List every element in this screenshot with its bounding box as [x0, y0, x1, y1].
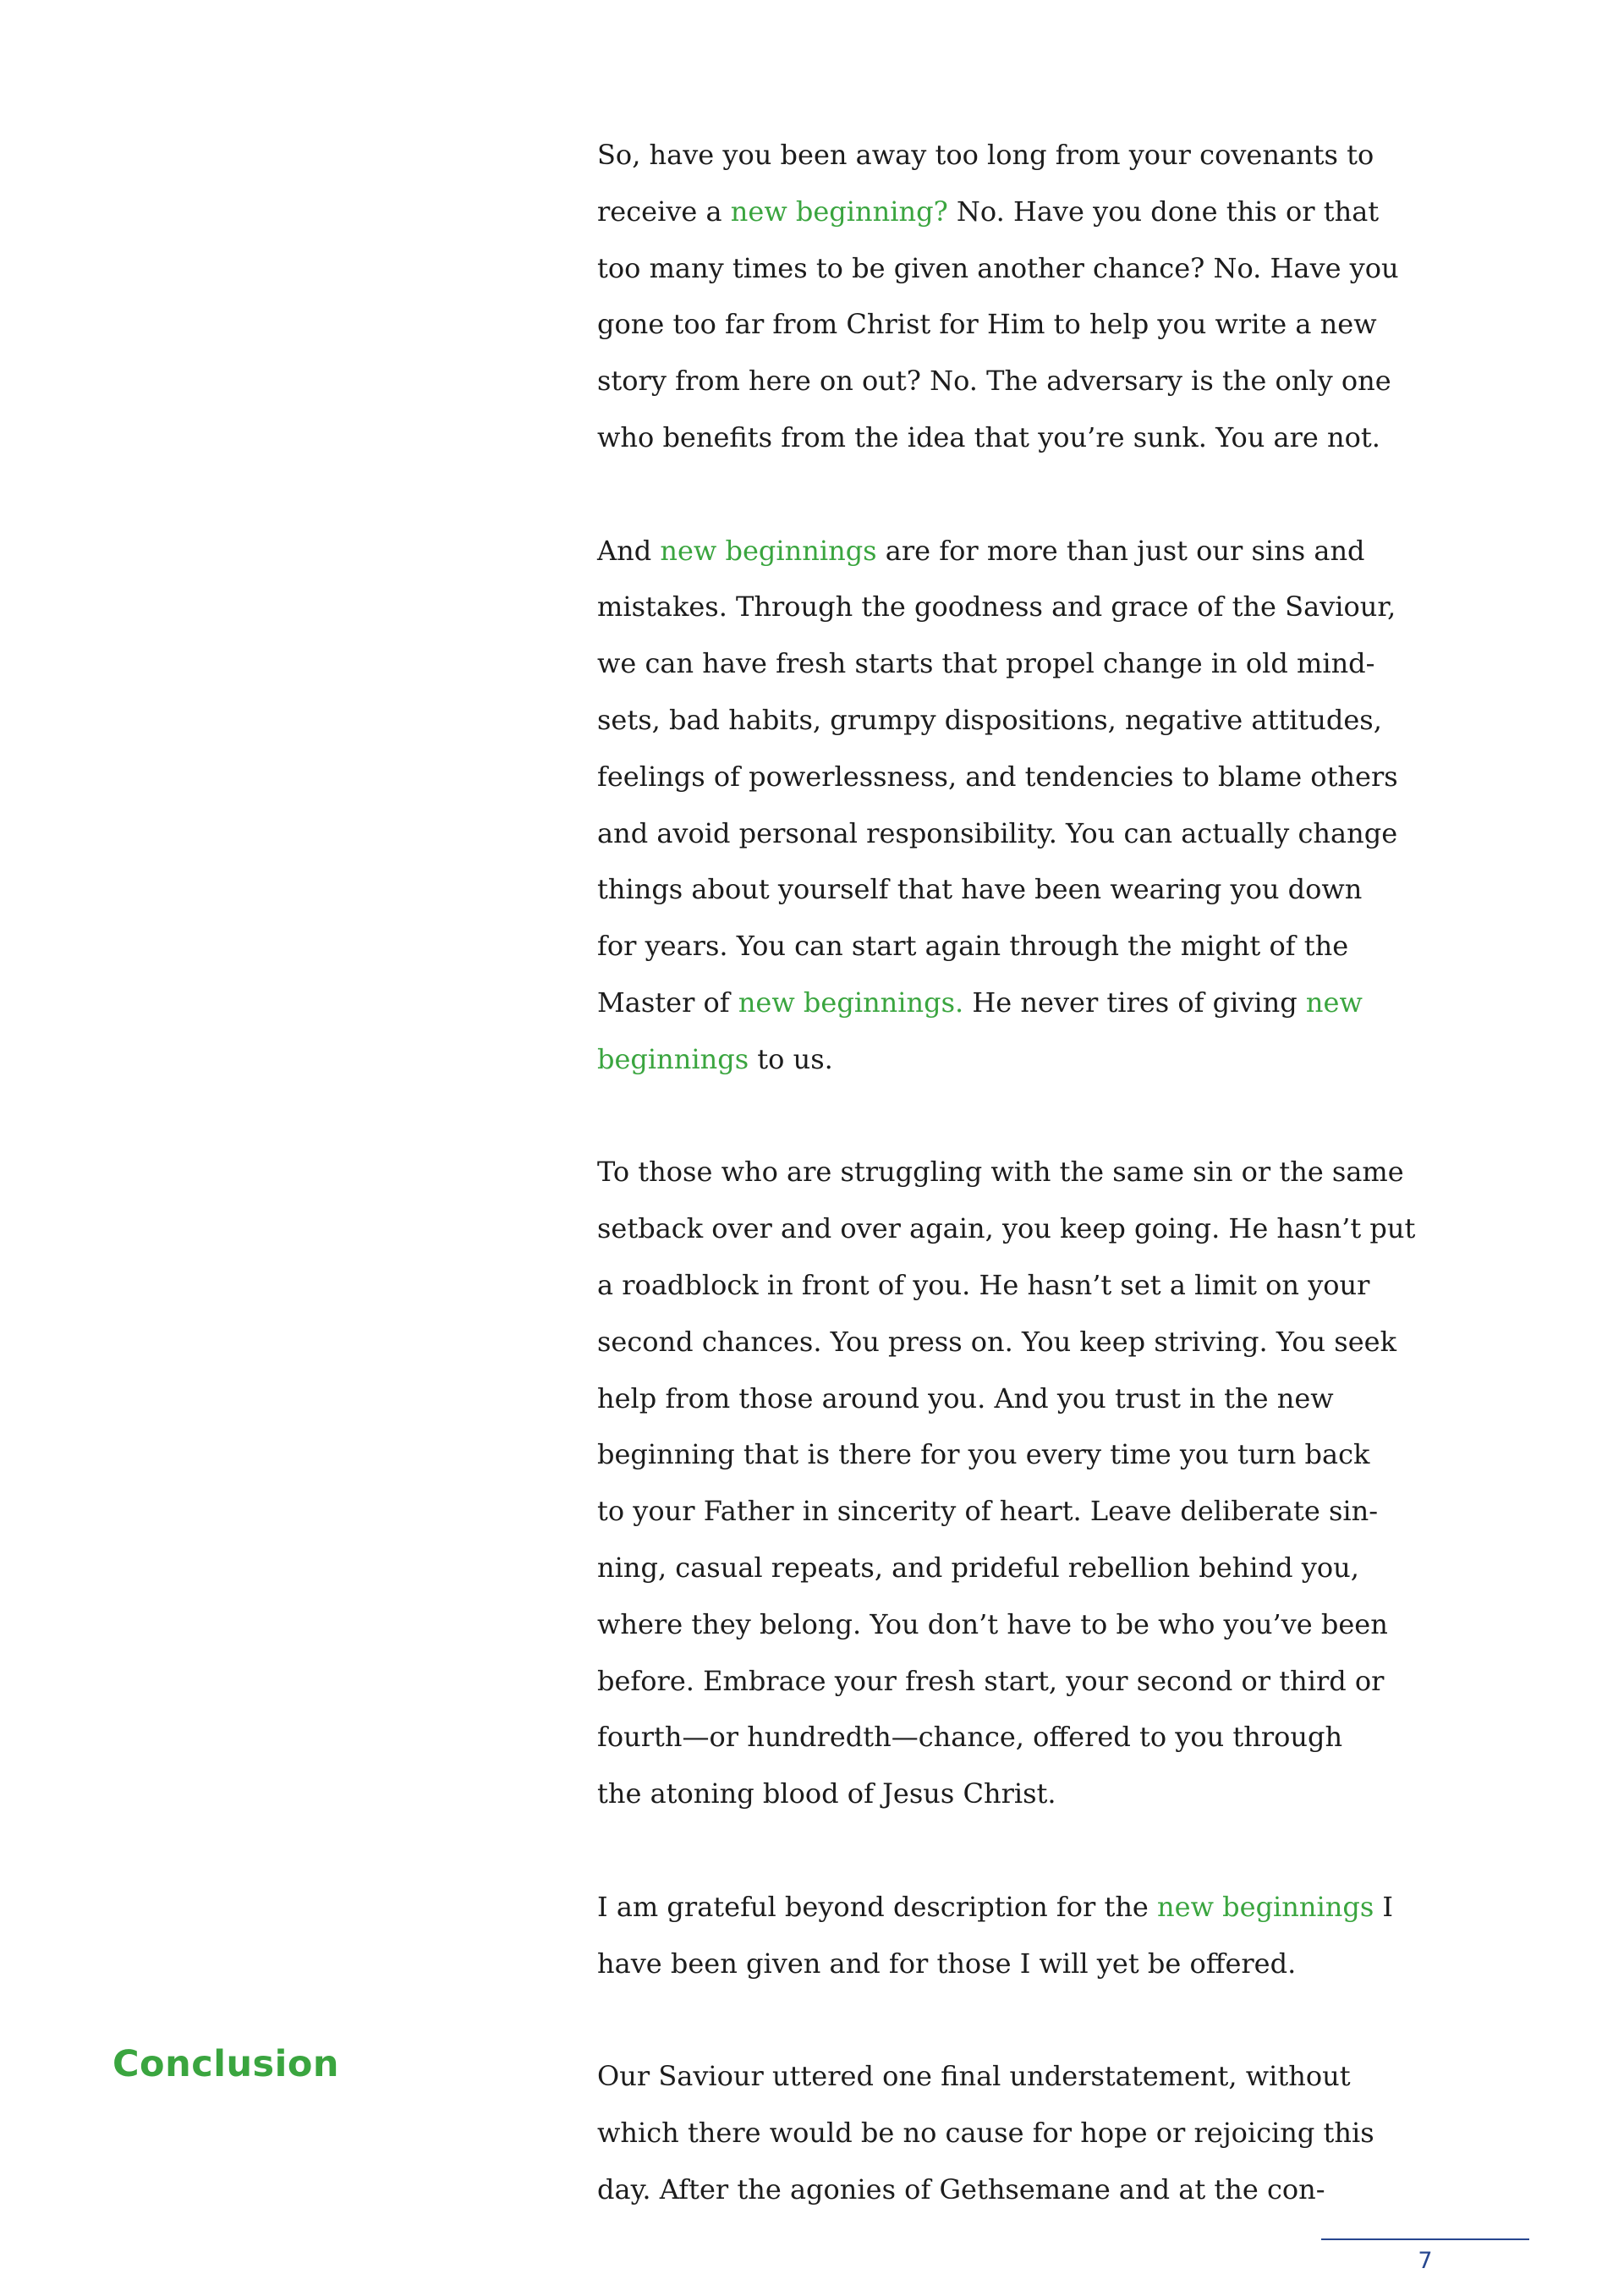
text-run: things about yourself that have been wearing you down — [597, 873, 1363, 906]
text-line — [597, 184, 1380, 240]
text-line — [597, 1936, 1297, 1992]
paragraph — [597, 2048, 1374, 2217]
text-run: Master of — [597, 986, 738, 1019]
highlighted-phrase: new beginning? — [730, 195, 948, 228]
text-run: to your Father in sincerity of heart. Leave deliberate sin- — [597, 1495, 1379, 1528]
text-line — [597, 1596, 1388, 1653]
text-line — [597, 635, 1375, 692]
text-run: And — [597, 534, 661, 567]
text-line — [597, 2048, 1351, 2105]
text-line — [597, 1200, 1416, 1257]
text-run: receive a — [597, 195, 731, 228]
paragraph — [597, 1144, 1416, 1822]
highlighted-phrase: new beginnings — [660, 534, 877, 567]
text-run: ning, casual repeats, and prideful rebellion behind you, — [597, 1551, 1359, 1584]
text-line — [597, 918, 1349, 975]
highlighted-phrase: beginnings — [597, 1042, 749, 1075]
text-run: have been given and for those I will yet be offered. — [597, 1947, 1297, 1980]
text-line — [597, 409, 1380, 466]
text-line — [597, 523, 1365, 579]
text-line — [597, 127, 1374, 184]
text-run: day. After the agonies of Gethsemane and at the con- — [597, 2172, 1325, 2205]
text-line — [597, 1426, 1370, 1483]
text-run: a roadblock in front of you. He hasn’t set a limit on your — [597, 1268, 1370, 1301]
text-line — [597, 353, 1391, 409]
text-line — [597, 1031, 1287, 1088]
highlighted-phrase: new beginnings. — [738, 986, 964, 1019]
text-line — [597, 861, 1363, 918]
text-line — [597, 975, 1363, 1031]
text-run: I am grateful beyond description for the — [597, 1890, 1158, 1923]
text-line — [597, 749, 1398, 805]
paragraph — [597, 523, 1398, 1088]
text-run: story from here on out? No. The adversary is the only one — [597, 365, 1391, 398]
text-run: for years. You can start again through the might of the — [597, 930, 1349, 963]
text-line — [597, 1483, 1379, 1540]
text-run: and avoid personal responsibility. You can actually change — [597, 816, 1398, 849]
text-line — [597, 692, 1382, 749]
text-run: No. Have you done this or that — [947, 195, 1380, 228]
text-run: too many times to be given another chance? No. Have you — [597, 251, 1399, 284]
highlighted-phrase: new — [1305, 986, 1363, 1019]
paragraph — [597, 127, 1399, 466]
text-line — [597, 2105, 1374, 2161]
paragraph — [597, 1879, 1394, 1992]
text-run: to us. — [749, 1042, 833, 1075]
text-line — [597, 1709, 1343, 1766]
text-line — [597, 240, 1399, 297]
text-line — [597, 1653, 1385, 1710]
text-line — [597, 805, 1398, 862]
body-text-column — [597, 127, 1416, 2217]
text-line — [597, 1370, 1334, 1427]
text-line — [597, 1540, 1359, 1596]
text-line — [597, 1879, 1394, 1936]
text-line — [597, 579, 1396, 635]
text-line — [597, 1257, 1370, 1314]
text-run: I — [1374, 1890, 1394, 1923]
text-run: who benefits from the idea that you’re sunk. You are not. — [597, 420, 1380, 453]
footer-rule — [1321, 2238, 1529, 2240]
text-run: second chances. You press on. You keep striving. You seek — [597, 1325, 1396, 1358]
page-number: 7 — [1418, 2248, 1433, 2274]
text-run: mistakes. Through the goodness and grace of the Saviour, — [597, 590, 1396, 623]
highlighted-phrase: new beginnings — [1157, 1890, 1374, 1923]
text-run: He never tires of giving — [963, 986, 1306, 1019]
text-line — [597, 1144, 1404, 1200]
text-run: help from those around you. And you trust in the new — [597, 1381, 1334, 1414]
text-run: where they belong. You don’t have to be who you’ve been — [597, 1607, 1388, 1640]
text-run: beginning that is there for you every time you turn back — [597, 1438, 1370, 1471]
text-run: sets, bad habits, grumpy dispositions, negative attitudes, — [597, 703, 1382, 736]
text-line — [597, 2161, 1325, 2218]
text-run: So, have you been away too long from your covenants to — [597, 139, 1374, 171]
text-run: which there would be no cause for hope or rejoicing this — [597, 2116, 1374, 2149]
text-line — [597, 1766, 1287, 1822]
section-heading-conclusion: Conclusion — [112, 2043, 340, 2085]
text-run: we can have fresh starts that propel change in old mind- — [597, 647, 1375, 680]
text-run: before. Embrace your fresh start, your second or third or — [597, 1664, 1385, 1697]
text-run: fourth—or hundredth—chance, offered to you through — [597, 1721, 1343, 1754]
text-run: feelings of powerlessness, and tendencies to blame others — [597, 760, 1398, 793]
text-line — [597, 1314, 1396, 1370]
text-run: Our Saviour uttered one final understatement, without — [597, 2060, 1351, 2093]
text-run: are for more than just our sins and — [876, 534, 1365, 567]
text-run: setback over and over again, you keep going. He hasn’t put — [597, 1212, 1416, 1245]
text-run: the atoning blood of Jesus Christ. — [597, 1777, 1056, 1810]
text-run: gone too far from Christ for Him to help you write a new — [597, 308, 1377, 341]
text-line — [597, 296, 1377, 353]
text-run: To those who are struggling with the same sin or the same — [597, 1156, 1404, 1189]
